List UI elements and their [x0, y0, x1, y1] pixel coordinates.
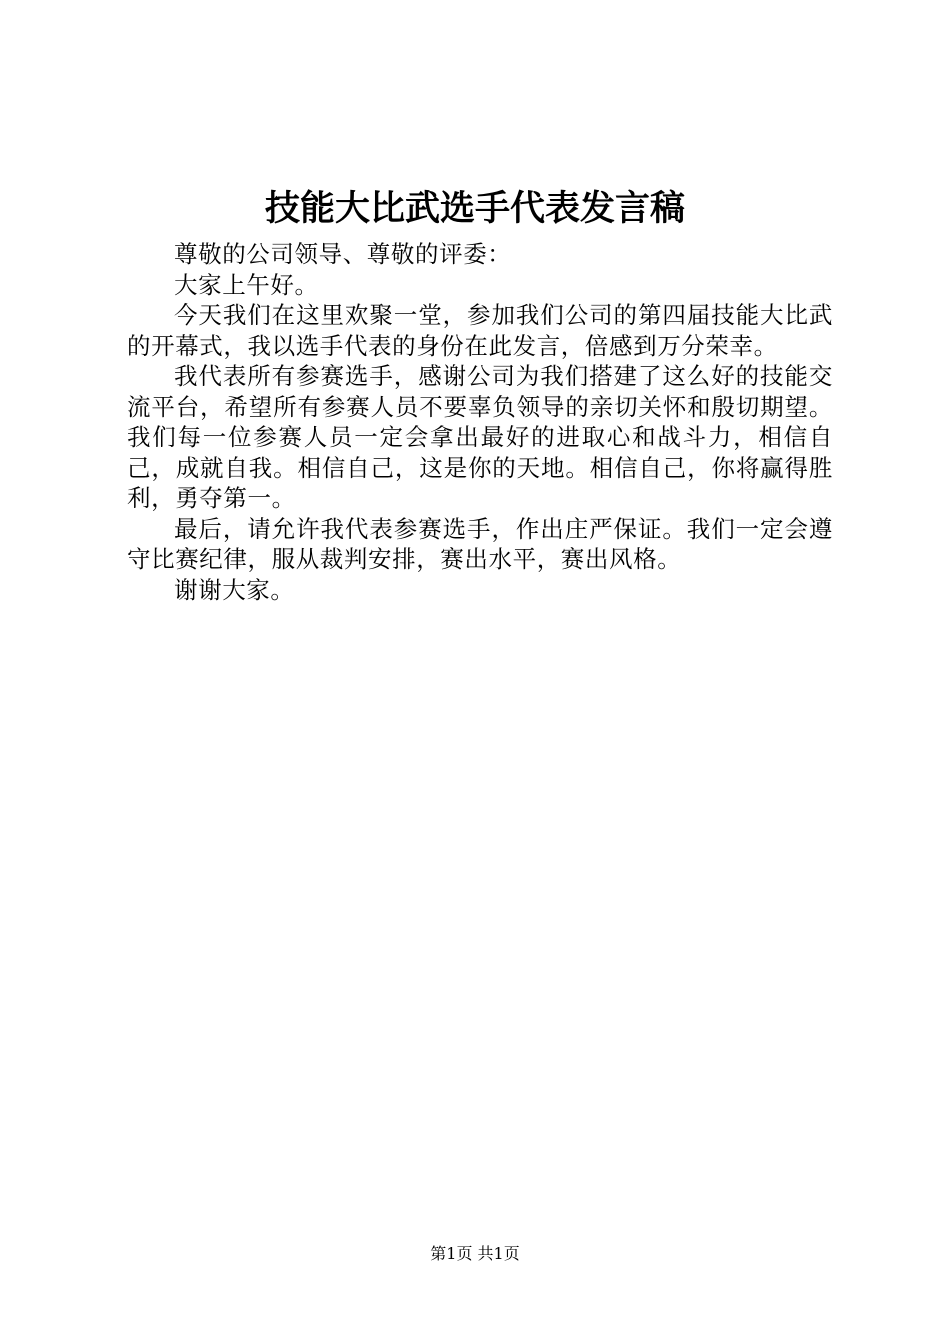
- thanks-paragraph: 我代表所有参赛选手，感谢公司为我们搭建了这么好的技能交流平台，希望所有参赛人员不要辜负领导的亲切关怀和殷切期望。我们每一位参赛人员一定会拿出最好的进取心和战斗力，相信自己，成就自我。相信自己，这是你的天地。相信自己，你将赢得胜利，勇夺第一。: [127, 362, 833, 512]
- pledge-paragraph: 最后，请允许我代表参赛选手，作出庄严保证。我们一定会遵守比赛纪律，服从裁判安排，赛出水平，赛出风格。: [127, 514, 833, 573]
- document-title: 技能大比武选手代表发言稿: [264, 188, 685, 229]
- salutation-paragraph: 尊敬的公司领导、尊敬的评委：: [174, 240, 512, 268]
- page-footer: 第1页 共1页: [430, 1244, 520, 1263]
- opening-paragraph: 今天我们在这里欢聚一堂，参加我们公司的第四届技能大比武的开幕式，我以选手代表的身份在此发言，倍感到万分荣幸。: [127, 301, 833, 360]
- closing-paragraph: 谢谢大家。: [174, 575, 295, 604]
- document-body: [127, 239, 833, 605]
- greeting-paragraph: 大家上午好。: [174, 270, 319, 299]
